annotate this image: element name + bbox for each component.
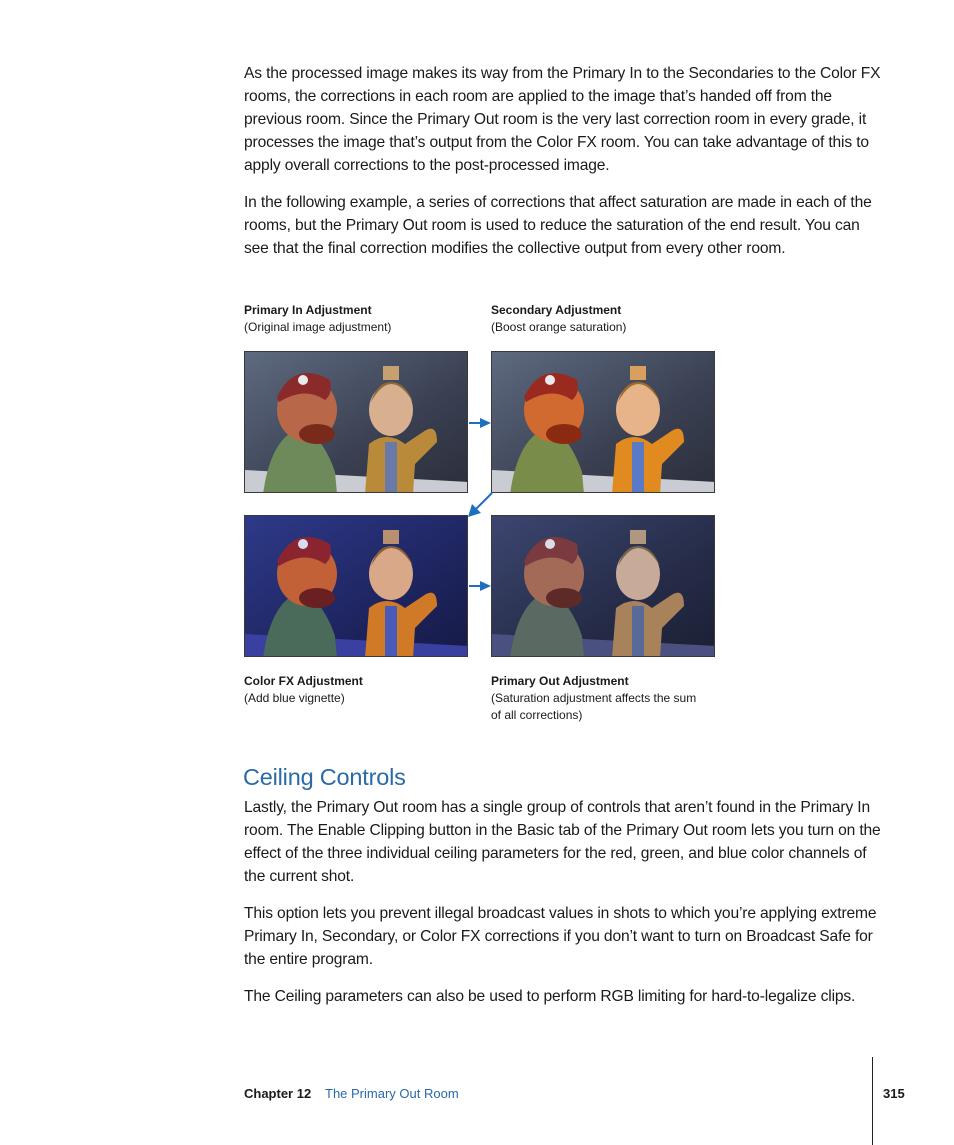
caption-primary-out-title: Primary Out Adjustment [491, 674, 629, 688]
example-paragraph: In the following example, a series of corrections that affect saturation are made in each of the rooms, but the Primary Out room is used to reduce the saturation of the end result. You can see that the final correction modifies the collective output from every other room. [244, 194, 872, 257]
footer-chapter: Chapter 12 [244, 1086, 312, 1101]
section-heading: Ceiling Controls [243, 764, 406, 790]
ceiling-paragraph-2: This option lets you prevent illegal broadcast values in shots to which you’re applying extreme Primary In, Secondary, or Color FX corrections if you don’t want to turn on Broadcast Safe for the entire program. [244, 905, 877, 968]
caption-secondary-title: Secondary Adjustment [491, 303, 622, 317]
caption-primary-out-subtitle-1: (Saturation adjustment affects the sum [491, 691, 697, 705]
caption-color-fx-subtitle: (Add blue vignette) [244, 691, 345, 705]
arrow-right-icon [468, 416, 492, 430]
footer-divider [872, 1057, 873, 1145]
intro-paragraph: As the processed image makes its way from the Primary In to the Secondaries to the Color FX rooms, the corrections in each room are applied to the image that’s handed off from the previous room. Since the Primary Out room is the very last correction room in every grade, it processes the image that’s output from the Color FX room. You can take advantage of this to apply overall corrections to the post-processed image. [244, 65, 881, 174]
color-fx-image [244, 515, 468, 657]
caption-primary-out [491, 673, 696, 724]
ceiling-paragraph-3: The Ceiling parameters can also be used to perform RGB limiting for hard-to-legalize clips. [244, 988, 856, 1005]
caption-primary-in [244, 302, 391, 336]
primary-out-image [491, 515, 715, 657]
caption-color-fx-title: Color FX Adjustment [244, 674, 363, 688]
caption-color-fx [244, 673, 363, 707]
ceiling-paragraph-1: Lastly, the Primary Out room has a single group of controls that aren’t found in the Primary In room. The Enable Clipping button in the Basic tab of the Primary Out room lets you turn on the effect of the three individual ceiling parameters for the red, green, and blue color channels of the current shot. [244, 799, 881, 885]
caption-primary-in-subtitle: (Original image adjustment) [244, 320, 392, 334]
footer-chapter-title: The Primary Out Room [325, 1086, 459, 1101]
caption-primary-in-title: Primary In Adjustment [244, 303, 372, 317]
arrow-right-icon [468, 579, 492, 593]
primary-in-image [244, 351, 468, 493]
caption-secondary [491, 302, 626, 336]
caption-secondary-subtitle: (Boost orange saturation) [491, 320, 627, 334]
caption-primary-out-subtitle-2: of all corrections) [491, 708, 583, 722]
secondary-image [491, 351, 715, 493]
arrow-diagonal-icon [466, 491, 494, 519]
page-number: 315 [883, 1086, 905, 1101]
